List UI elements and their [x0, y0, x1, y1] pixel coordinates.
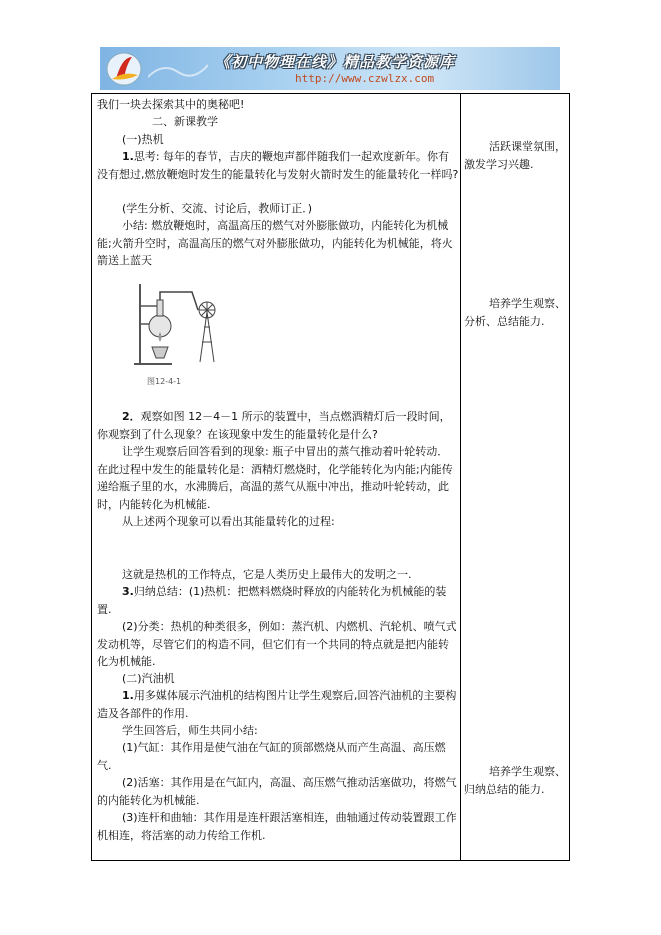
piston-function: (2)活塞：其作用是在气缸内，高温、高压燃气推动活塞做功，将燃气的内能转化为机械能.: [97, 776, 457, 807]
intro-line: 我们一块去探索其中的奥秘吧!: [97, 98, 245, 111]
side-note-2: 培养学生观察、分析、总结能力.: [464, 297, 566, 328]
summary-1: 小结: 燃放鞭炮时，高温高压的燃气对外膨胀做功，内能转化为机械能;火箭升空时，高温高压的燃气对外膨胀做功，内能转化为机械能，将火箭送上蓝天: [97, 219, 453, 267]
multimedia-task: 1.用多媒体展示汽油机的结构图片让学生观察后,回答汽油机的主要构造及各部件的作用.: [97, 689, 457, 720]
wave-decoration-icon: [148, 47, 208, 90]
header-banner: [100, 47, 560, 90]
figure-caption: 图12-4-1: [147, 377, 182, 386]
steam-turbine-figure: [132, 282, 222, 387]
energy-process-note: 从上述两个现象可以看出其能量转化的过程:: [122, 515, 335, 528]
banner-title: 《初中物理在线》精品教学资源库: [215, 53, 456, 71]
crankshaft-function: (3)连杆和曲轴：其作用是连杆跟活塞相连，曲轴通过传动装置跟工作机相连，将活塞的动力传给工作机.: [97, 811, 457, 842]
heat-engine-feature: 这就是热机的工作特点，它是人类历史上最伟大的发明之一.: [122, 568, 412, 581]
banner-url[interactable]: http://www.czwlzx.com: [295, 72, 435, 85]
logo-icon: [104, 49, 144, 88]
subsection-gasoline-engine: (二)汽油机: [122, 672, 175, 685]
column-divider: [460, 94, 461, 860]
lesson-table: [91, 93, 570, 861]
side-note-1: 活跃课堂氛围，激发学习兴趣.: [464, 140, 566, 171]
summary-heat-engine: 3.归纳总结：(1)热机：把燃料燃烧时释放的内能转化为机械能的装置.: [97, 585, 447, 616]
side-note-3: 培养学生观察、归纳总结的能力.: [464, 765, 566, 796]
classification: (2)分类：热机的种类很多，例如：蒸汽机、内燃机、汽轮机、喷气式发动机等，尽管它们的构造不同，但它们有一个共同的特点就是把内能转化为机械能.: [97, 620, 457, 668]
subsection-heat-engine: (一)热机: [122, 133, 164, 146]
section-heading: 二、新课教学: [152, 115, 218, 128]
cylinder-function: (1)气缸：其作用是使气油在气缸的顶部燃烧从而产生高温、高压燃气.: [97, 741, 446, 772]
question-1: 1.思考: 每年的春节，吉庆的鞭炮声都伴随我们一起欢度新年。你有没有想过,燃放鞭炮时发生的能量转化与发射火箭时发生的能量转化一样吗?: [97, 150, 459, 181]
observation-answer: 让学生观察后回答看到的现象: 瓶子中冒出的蒸气推动着叶轮转动．在此过程中发生的能量转化是：酒精灯燃烧时，化学能转化为内能;内能传递给瓶子里的水，水沸腾后，高温的蒸气从瓶中冲出，推动叶轮转动，此时，内能转化为机械能.: [97, 445, 453, 511]
student-discussion: (学生分析、交流、讨论后，教师订正．): [122, 202, 313, 215]
joint-summary: 学生回答后，师生共同小结:: [122, 724, 258, 737]
question-2: 2．观察如图 12－4－1 所示的装置中，当点燃酒精灯后一段时间，你观察到了什么现象？在该现象中发生的能量转化是什么?: [97, 410, 451, 441]
